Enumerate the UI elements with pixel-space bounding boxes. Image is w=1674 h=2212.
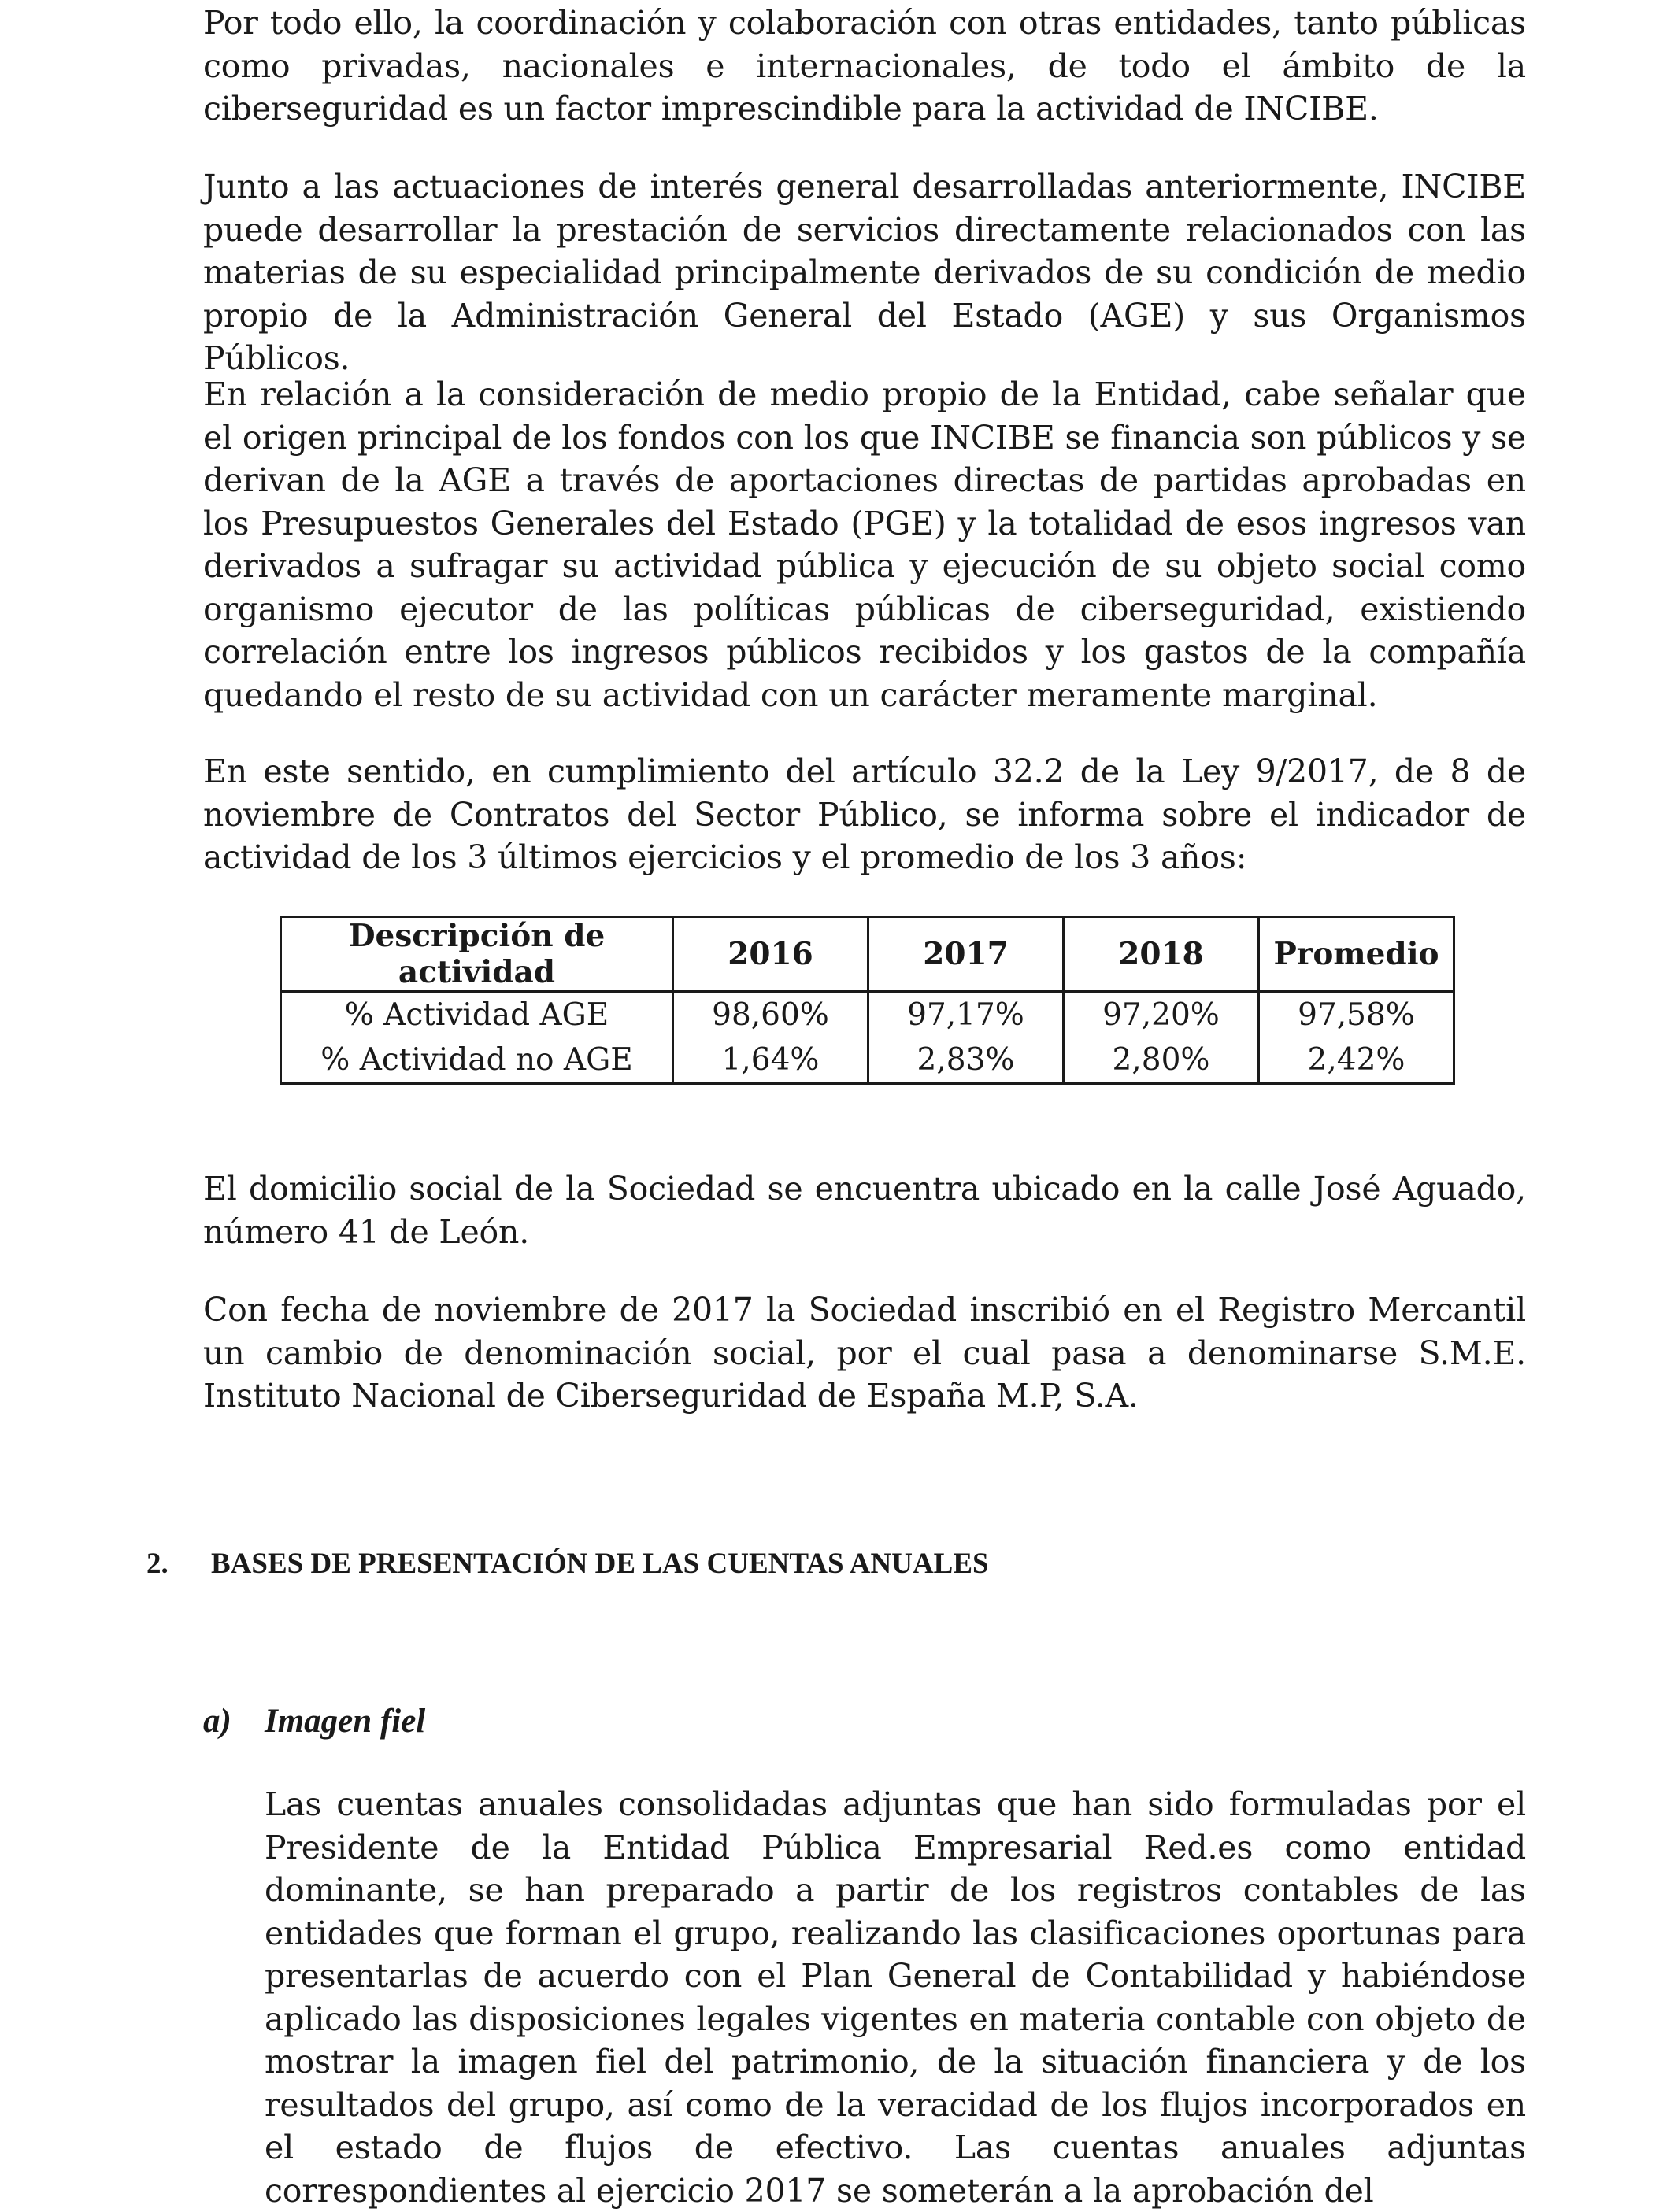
- paragraph-imagen-fiel: Las cuentas anuales consolidadas adjuntas que han sido formuladas por el Presidente de la Entidad Pública Empresarial Red.es como entidad dominante, se han preparado a partir de los registros contables de las entidades que forman el grupo, realizando las clasificaciones oportunas para presentarlas de acuerdo con el Plan General de Contabilidad y habiéndose aplicado las disposiciones legales vigentes en materia contable con objeto de mostrar la imagen fiel del patrimonio, de la situación financiera y de los resultados del grupo, así como de la veracidad de los flujos incorporados en el estado de flujos de efectivo. Las cuentas anuales adjuntas correspondientes al ejercicio 2017 se someterán a la aprobación del: [265, 1785, 1526, 2210]
- table-cell: 2,80%: [1064, 1038, 1259, 1084]
- table-cell: 1,64%: [673, 1038, 868, 1084]
- table-header-cell: Promedio: [1259, 917, 1454, 992]
- table-cell: 98,60%: [673, 992, 868, 1038]
- activity-indicator-table: [280, 916, 1455, 1085]
- section-heading: [146, 1544, 989, 1584]
- table-row: [281, 1038, 1454, 1084]
- table-header-cell: 2018: [1064, 917, 1259, 992]
- subsection-heading: [203, 1700, 425, 1743]
- subsection-title: Imagen fiel: [265, 1703, 426, 1740]
- table-header-row: [281, 917, 1454, 992]
- section-title: BASES DE PRESENTACIÓN DE LAS CUENTAS ANUALES: [211, 1548, 989, 1580]
- paragraph-denominacion: Con fecha de noviembre de 2017 la Sociedad inscribió en el Registro Mercantil un cambio de denominación social, por el cual pasa a denominarse S.M.E. Instituto Nacional de Ciberseguridad de España M.P, S.A.: [203, 1291, 1526, 1415]
- paragraph-domicilio: El domicilio social de la Sociedad se encuentra ubicado en la calle José Aguado, número 41 de León.: [203, 1170, 1526, 1251]
- table-header-cell: 2017: [868, 917, 1064, 992]
- table-row: [281, 992, 1454, 1038]
- table-header-cell: 2016: [673, 917, 868, 992]
- table-cell: 97,20%: [1064, 992, 1259, 1038]
- table-cell: % Actividad AGE: [344, 997, 609, 1033]
- section-number: 2.: [146, 1548, 169, 1580]
- table-header-cell: Descripción de actividad: [281, 917, 673, 992]
- paragraph-services: Junto a las actuaciones de interés general desarrolladas anteriormente, INCIBE puede desarrollar la prestación de servicios directamente relacionados con las materias de su especialidad principalmente derivados de su condición de medio propio de la Administración General del Estado (AGE) y sus Organismos Públicos.: [203, 168, 1526, 377]
- table-cell: 97,17%: [868, 992, 1064, 1038]
- table-cell: 2,42%: [1259, 1038, 1454, 1084]
- subsection-letter: a): [203, 1703, 231, 1740]
- paragraph-ley-contratos: En este sentido, en cumplimiento del artículo 32.2 de la Ley 9/2017, de 8 de noviembre de Contratos del Sector Público, se informa sobre el indicador de actividad de los 3 últimos ejercicios y el promedio de los 3 años:: [203, 753, 1526, 876]
- table-cell: 97,58%: [1259, 992, 1454, 1038]
- paragraph-medio-propio: En relación a la consideración de medio propio de la Entidad, cabe señalar que el origen principal de los fondos con los que INCIBE se financia son públicos y se derivan de la AGE a través de aportaciones directas de partidas aprobadas en los Presupuestos Generales del Estado (PGE) y la totalidad de esos ingresos van derivados a sufragar su actividad pública y ejecución de su objeto social como organismo ejecutor de las políticas públicas de ciberseguridad, existiendo correlación entre los ingresos públicos recibidos y los gastos de la compañía quedando el resto de su actividad con un carácter meramente marginal.: [203, 375, 1526, 714]
- table-cell: % Actividad no AGE: [320, 1042, 633, 1078]
- table-cell: 2,83%: [868, 1038, 1064, 1084]
- paragraph-coordination: Por todo ello, la coordinación y colaboración con otras entidades, tanto públicas como privadas, nacionales e internacionales, de todo el ámbito de la ciberseguridad es un factor imprescindible para la actividad de INCIBE.: [203, 4, 1526, 128]
